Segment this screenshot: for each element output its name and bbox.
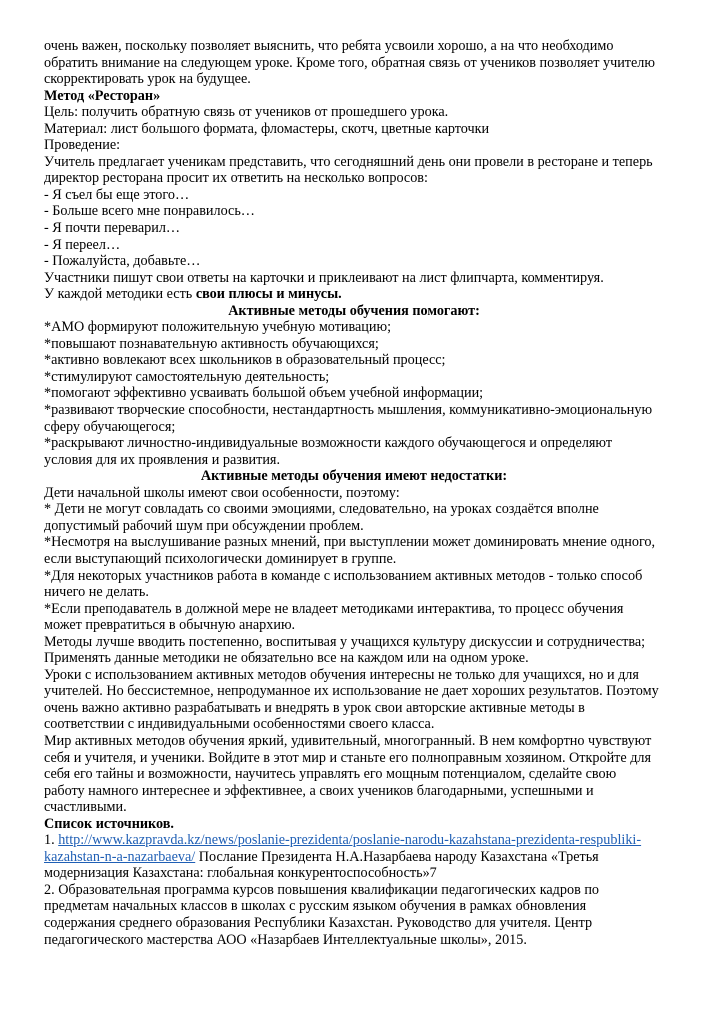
question-item: - Пожалуйста, добавьте…: [44, 253, 201, 270]
pros-cons-line: [44, 286, 664, 303]
text-line: очень важен, поскольку позволяет выяснить, что ребята усвоили хорошо, а на что необходимо: [44, 38, 614, 54]
source-text: содержания среднего образования Республики Казахстан. Руководство для учителя. Центр: [44, 914, 593, 931]
text-line: Мир активных методов обучения яркий, удивительный, многогранный. В нем комфортно чувствуют: [44, 732, 652, 749]
bullet-line: *активно вовлекают всех школьников в образовательный процесс;: [44, 352, 446, 369]
bullet-line: *стимулируют самостоятельную деятельность;: [44, 368, 330, 385]
text-line: себя и учителя, и ученики. Войдите в этот мир и станьте его полноправным хозяином. Откройте для: [44, 749, 652, 766]
bullet-line: *развивают творческие способности, нестандартность мышления, коммуникативно-эмоциональную: [44, 402, 653, 419]
text-line: Дети начальной школы имеют свои особенности, поэтому:: [44, 484, 400, 501]
section-heading: Активные методы обучения имеют недостатки:: [200, 468, 508, 485]
procedure-label: Проведение:: [44, 137, 121, 154]
question-item: - Я переел…: [44, 236, 121, 253]
bullet-line: сферу обучающегося;: [44, 418, 176, 435]
source-text: педагогического мастерства АОО «Назарбаев Интеллектуальные школы», 2015.: [44, 931, 527, 948]
section-heading: Список источников.: [44, 815, 174, 832]
source-item-2: 2. Образовательная программа курсов повышения квалификации педагогических кадров по: [44, 881, 600, 898]
text-line: если выступающий психологически доминирует в группе.: [44, 550, 397, 567]
text-line: Уроки с использованием активных методов обучения интересны не только для учащихся, но и для: [44, 666, 639, 683]
benefits-section: [44, 303, 664, 468]
source-item-1-cont: [44, 849, 664, 866]
pros-cons-prefix: У каждой методики есть: [44, 286, 196, 303]
bullet-line: *помогают эффективно усваивать большой объем учебной информации;: [44, 385, 484, 402]
bullet-line: условия для их проявления и развития.: [44, 451, 281, 468]
source-text: модернизация Казахстана: глобальная конкурентоспособность»7: [44, 865, 437, 882]
text-line: соответствии с индивидуальными особенностями своего класса.: [44, 716, 435, 733]
goal-text: Цель: получить обратную связь от учеников от прошедшего урока.: [44, 104, 449, 121]
text-line: учителей. Но бессистемное, непродуманное их использование не дает хороших результатов. Поэтому: [44, 683, 659, 700]
source-link[interactable]: http://www.kazpravda.kz/news/poslanie-prezidenta/poslanie-narodu-kazahstana-prezidenta-respubliki-: [58, 832, 642, 849]
source-link[interactable]: kazahstan-n-a-nazarbaeva/: [44, 848, 196, 865]
restaurant-method-section: [44, 88, 664, 303]
text-line: может превратиться в обычную анархию.: [44, 617, 296, 634]
sources-section: [44, 816, 664, 948]
text-line: обратить внимание на следующем уроке. Кроме того, обратная связь от учеников позволяет учителю: [44, 54, 655, 71]
text-line: себя его тайны и возможности, научитесь управлять его мощным потенциалом, сделайте свою: [44, 766, 617, 783]
source-text: предметам начальных классов в школах с русским языком обучения в рамках обновления: [44, 898, 587, 915]
conclusion-text: Участники пишут свои ответы на карточки и приклеивают на лист флипчарта, комментируя.: [44, 269, 604, 286]
text-line: скорректировать урок на будущее.: [44, 71, 251, 88]
section-heading: Метод «Ресторан»: [44, 87, 161, 104]
bullet-line: *раскрывают личностно-индивидуальные возможности каждого обучающегося и определяют: [44, 435, 613, 452]
text-line: *Для некоторых участников работа в команде с использованием активных методов - только способ: [44, 567, 643, 584]
question-item: - Я почти переварил…: [44, 220, 181, 237]
section-heading: Активные методы обучения помогают:: [228, 302, 480, 319]
question-item: - Больше всего мне понравилось…: [44, 203, 255, 220]
pros-cons-bold: свои плюсы и минусы.: [195, 286, 342, 303]
source-number: 1.: [44, 832, 59, 849]
drawbacks-section: [44, 468, 664, 667]
bullet-line: *повышают познавательную активность обучающихся;: [44, 335, 379, 352]
text-line: ничего не делать.: [44, 584, 149, 601]
material-text: Материал: лист большого формата, фломастеры, скотч, цветные карточки: [44, 120, 490, 137]
intro-paragraph: [44, 38, 664, 88]
source-text: Послание Президента Н.А.Назарбаева народу Казахстана «Третья: [195, 848, 599, 865]
text-line: Учитель предлагает ученикам представить, что сегодняшний день они провели в ресторане и теперь: [44, 153, 653, 170]
source-item-1: [44, 832, 664, 849]
text-line: очень важно активно разрабатывать и внедрять в урок свои авторские активные методы в: [44, 699, 585, 716]
text-line: * Дети не могут совладать со своими эмоциями, следовательно, на уроках создаётся вполне: [44, 501, 599, 518]
text-line: счастливыми.: [44, 799, 127, 816]
text-line: Методы лучше вводить постепенно, воспитывая у учащихся культуру дискуссии и сотрудничества;: [44, 633, 646, 650]
text-line: работу намного интереснее и эффективнее, а своих учеников благодарными, успешными и: [44, 782, 594, 799]
text-line: *Несмотря на выслушивание разных мнений, при выступлении может доминировать мнение одного,: [44, 534, 656, 551]
closing-section: [44, 667, 664, 816]
question-item: - Я съел бы еще этого…: [44, 186, 190, 203]
text-line: Применять данные методики не обязательно все на каждом или на одном уроке.: [44, 650, 529, 667]
text-line: *Если преподаватель в должной мере не владеет методиками интерактива, то процесс обучения: [44, 600, 624, 617]
text-line: допустимый рабочий шум при обсуждении проблем.: [44, 517, 364, 534]
text-line: директор ресторана просит их ответить на несколько вопросов:: [44, 170, 428, 187]
bullet-line: *АМО формируют положительную учебную мотивацию;: [44, 319, 392, 336]
